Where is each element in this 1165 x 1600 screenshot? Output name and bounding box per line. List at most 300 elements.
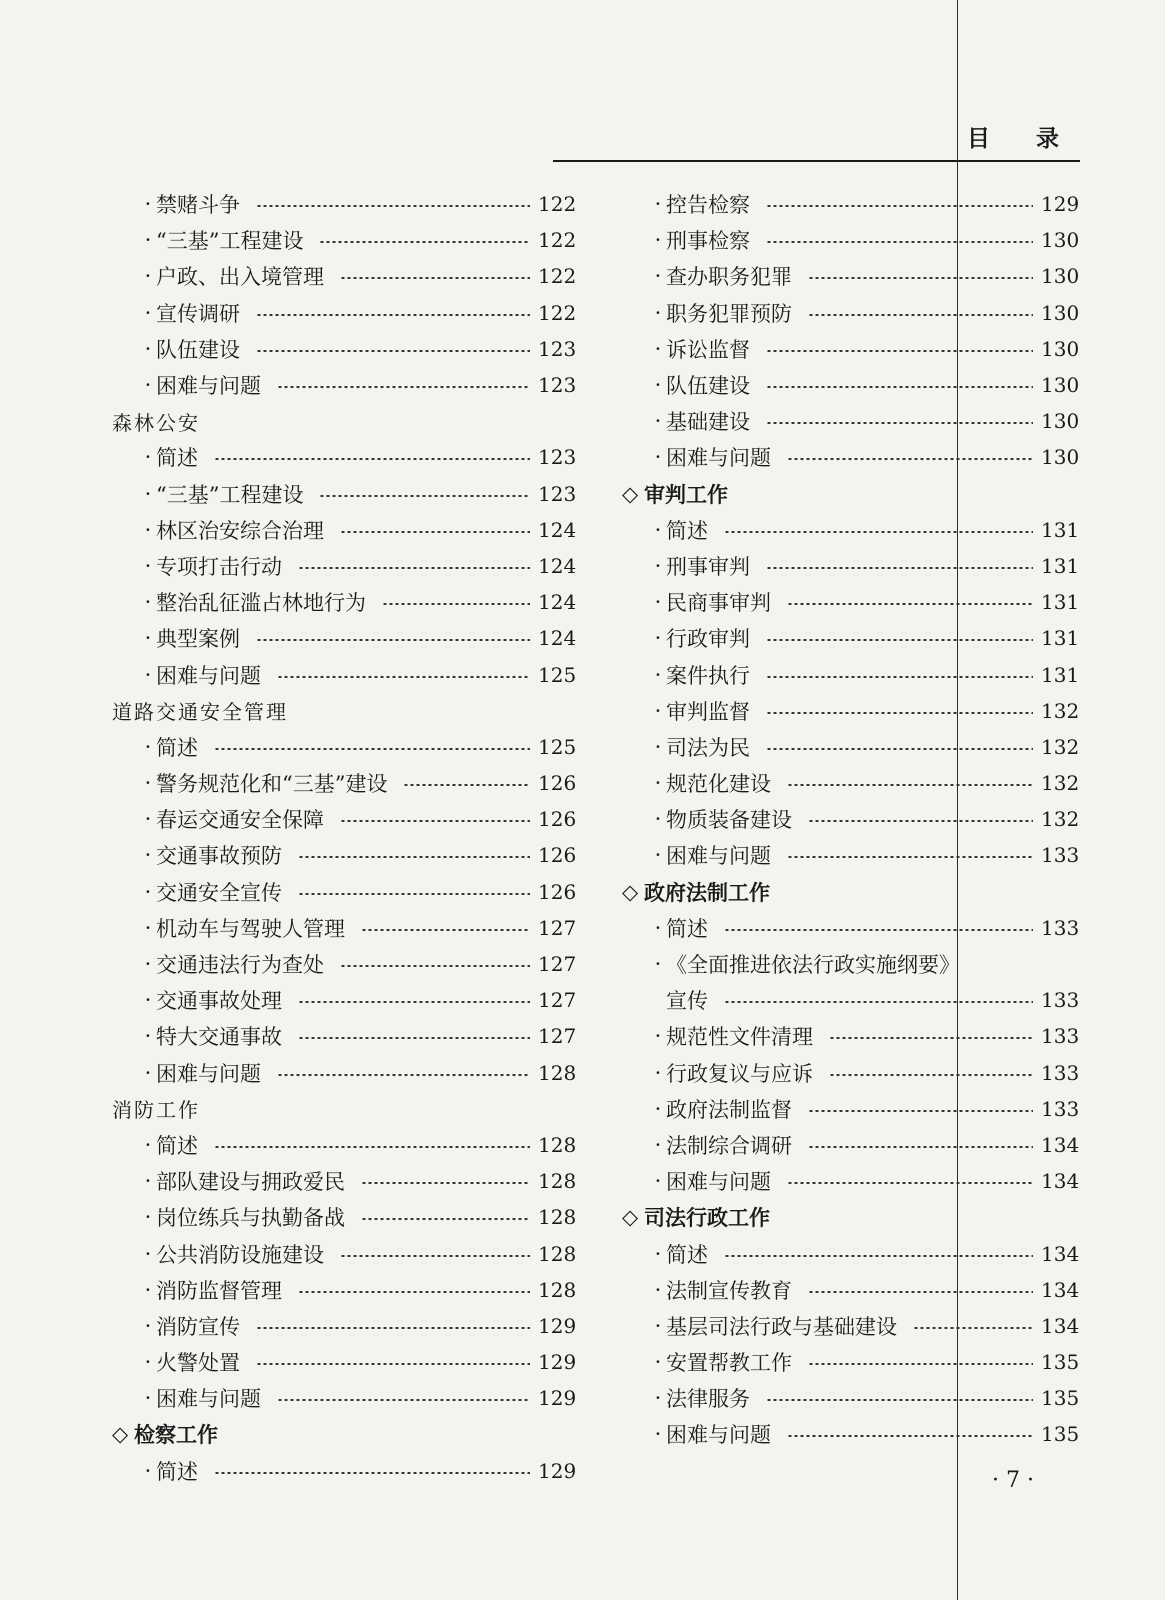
entry-label: 简述 bbox=[156, 1133, 198, 1158]
toc-entry bbox=[112, 331, 577, 367]
bullet-icon: · bbox=[654, 445, 662, 470]
major-heading-label: 审判工作 bbox=[644, 482, 728, 507]
bullet-icon: · bbox=[144, 952, 152, 977]
dot-leader bbox=[340, 277, 530, 279]
entry-label: 春运交通安全保障 bbox=[156, 808, 324, 833]
header-title-char-2: 录 bbox=[1036, 126, 1059, 152]
dot-leader bbox=[298, 856, 530, 858]
entry-label: 队伍建设 bbox=[666, 374, 750, 399]
toc-entry bbox=[622, 729, 1080, 765]
bullet-icon: · bbox=[654, 1132, 662, 1157]
entry-page-number: 133 bbox=[1041, 988, 1080, 1013]
toc-entry bbox=[622, 186, 1080, 222]
dot-leader bbox=[277, 1074, 530, 1076]
entry-label: 民商事审判 bbox=[666, 591, 771, 616]
entry-label: 困难与问题 bbox=[156, 1387, 261, 1412]
dot-leader bbox=[808, 314, 1033, 316]
bullet-icon: · bbox=[654, 264, 662, 289]
entry-label: 法律服务 bbox=[666, 1387, 750, 1412]
entry-page-number: 134 bbox=[1041, 1169, 1080, 1194]
bullet-icon: · bbox=[144, 1386, 152, 1411]
entry-label: 基础建设 bbox=[666, 410, 750, 435]
entry-page-number: 132 bbox=[1041, 807, 1080, 832]
bullet-icon: · bbox=[144, 1350, 152, 1375]
entry-label: 基层司法行政与基础建设 bbox=[666, 1314, 897, 1339]
entry-label: 刑事审判 bbox=[666, 554, 750, 579]
entry-label: 火警处置 bbox=[156, 1351, 240, 1376]
bullet-icon: · bbox=[654, 517, 662, 542]
toc-major-heading bbox=[622, 1199, 1077, 1235]
entry-page-number: 130 bbox=[1041, 373, 1080, 398]
entry-label: 《全面推进依法行政实施纲要》 bbox=[666, 953, 960, 978]
dot-leader bbox=[298, 567, 530, 569]
entry-page-number: 133 bbox=[1041, 915, 1080, 940]
dot-leader bbox=[787, 1435, 1033, 1437]
entry-label: 困难与问题 bbox=[666, 1423, 771, 1448]
entry-page-number: 134 bbox=[1041, 1313, 1080, 1338]
dot-leader bbox=[256, 639, 530, 641]
toc-entry bbox=[622, 765, 1080, 801]
entry-label: 队伍建设 bbox=[156, 337, 240, 362]
dot-leader bbox=[766, 350, 1033, 352]
entry-page-number: 134 bbox=[1041, 1277, 1080, 1302]
diamond-icon: ◇ bbox=[112, 1422, 129, 1447]
bullet-icon: · bbox=[144, 481, 152, 506]
entry-page-number: 130 bbox=[1041, 409, 1080, 434]
dot-leader bbox=[256, 350, 530, 352]
entry-page-number: 122 bbox=[538, 192, 577, 217]
entry-page-number: 126 bbox=[538, 807, 577, 832]
dot-leader bbox=[256, 1327, 530, 1329]
dot-leader bbox=[787, 856, 1033, 858]
toc-entry bbox=[112, 801, 577, 837]
bullet-icon: · bbox=[654, 807, 662, 832]
entry-label: 困难与问题 bbox=[156, 1061, 261, 1086]
entry-page-number: 131 bbox=[1041, 590, 1080, 615]
entry-label: 简述 bbox=[666, 518, 708, 543]
entry-page-number: 128 bbox=[538, 1205, 577, 1230]
entry-page-number: 129 bbox=[1041, 192, 1080, 217]
bullet-icon: · bbox=[654, 300, 662, 325]
dot-leader bbox=[256, 205, 530, 207]
dot-leader bbox=[340, 965, 530, 967]
bullet-icon: · bbox=[654, 553, 662, 578]
major-heading-label: 司法行政工作 bbox=[644, 1206, 770, 1231]
toc-column-right bbox=[622, 186, 1080, 1453]
toc-entry bbox=[622, 656, 1080, 692]
entry-page-number: 128 bbox=[538, 1241, 577, 1266]
bullet-icon: · bbox=[654, 373, 662, 398]
toc-entry bbox=[622, 331, 1080, 367]
entry-label: 诉讼监督 bbox=[666, 337, 750, 362]
toc-entry bbox=[622, 910, 1080, 946]
entry-page-number: 124 bbox=[538, 553, 577, 578]
dot-leader bbox=[724, 929, 1033, 931]
entry-label: 法制综合调研 bbox=[666, 1133, 792, 1158]
toc-major-heading bbox=[622, 874, 1077, 910]
toc-entry bbox=[622, 620, 1080, 656]
dot-leader bbox=[766, 639, 1033, 641]
toc-entry bbox=[112, 512, 577, 548]
entry-page-number: 124 bbox=[538, 626, 577, 651]
entry-label: 宣传 bbox=[666, 989, 708, 1014]
dot-leader bbox=[361, 1182, 530, 1184]
dot-leader bbox=[766, 748, 1033, 750]
toc-entry bbox=[112, 729, 577, 765]
entry-label: 困难与问题 bbox=[666, 1170, 771, 1195]
entry-page-number: 127 bbox=[538, 915, 577, 940]
toc-entry bbox=[112, 1127, 577, 1163]
toc-entry bbox=[622, 1235, 1080, 1271]
toc-entry bbox=[622, 367, 1080, 403]
toc-entry bbox=[622, 693, 1080, 729]
toc-entry bbox=[112, 1018, 577, 1054]
dot-leader bbox=[382, 603, 530, 605]
toc-entry bbox=[622, 403, 1080, 439]
entry-page-number: 123 bbox=[538, 481, 577, 506]
entry-label: 简述 bbox=[156, 735, 198, 760]
bullet-icon: · bbox=[654, 590, 662, 615]
toc-entry bbox=[112, 982, 577, 1018]
dot-leader bbox=[361, 929, 530, 931]
dot-leader bbox=[829, 1037, 1033, 1039]
dot-leader bbox=[403, 784, 530, 786]
bullet-icon: · bbox=[144, 662, 152, 687]
toc-entry bbox=[112, 1344, 577, 1380]
toc-section-heading bbox=[112, 1091, 574, 1127]
toc-entry bbox=[622, 439, 1080, 475]
entry-page-number: 127 bbox=[538, 1024, 577, 1049]
entry-page-number: 123 bbox=[538, 445, 577, 470]
entry-label: 公共消防设施建设 bbox=[156, 1242, 324, 1267]
entry-page-number: 126 bbox=[538, 771, 577, 796]
entry-label: 行政审判 bbox=[666, 627, 750, 652]
entry-label: 交通事故处理 bbox=[156, 989, 282, 1014]
toc-entry bbox=[112, 222, 577, 258]
entry-label: “三基”工程建设 bbox=[156, 482, 304, 507]
toc-entry bbox=[622, 946, 1077, 982]
dot-leader bbox=[277, 676, 530, 678]
dot-leader bbox=[829, 1074, 1033, 1076]
entry-page-number: 123 bbox=[538, 373, 577, 398]
dot-leader bbox=[766, 422, 1033, 424]
entry-page-number: 135 bbox=[1041, 1386, 1080, 1411]
bullet-icon: · bbox=[144, 300, 152, 325]
page-number: · 7 · bbox=[992, 1468, 1034, 1493]
dot-leader bbox=[766, 567, 1033, 569]
bullet-icon: · bbox=[654, 1277, 662, 1302]
entry-page-number: 130 bbox=[1041, 300, 1080, 325]
dot-leader bbox=[298, 1001, 530, 1003]
entry-page-number: 133 bbox=[1041, 1060, 1080, 1085]
entry-label: 审判监督 bbox=[666, 699, 750, 724]
bullet-icon: · bbox=[654, 1422, 662, 1447]
entry-page-number: 134 bbox=[1041, 1132, 1080, 1157]
dot-leader bbox=[766, 205, 1033, 207]
dot-leader bbox=[298, 1291, 530, 1293]
entry-page-number: 130 bbox=[1041, 445, 1080, 470]
entry-page-number: 132 bbox=[1041, 771, 1080, 796]
toc-entry bbox=[622, 1380, 1080, 1416]
bullet-icon: · bbox=[144, 336, 152, 361]
entry-page-number: 128 bbox=[538, 1132, 577, 1157]
dot-leader bbox=[340, 820, 530, 822]
toc-entry bbox=[622, 295, 1080, 331]
diamond-icon: ◇ bbox=[622, 879, 639, 904]
entry-page-number: 133 bbox=[1041, 1096, 1080, 1121]
bullet-icon: · bbox=[654, 952, 662, 977]
entry-page-number: 135 bbox=[1041, 1350, 1080, 1375]
entry-label: 交通事故预防 bbox=[156, 844, 282, 869]
entry-page-number: 124 bbox=[538, 517, 577, 542]
entry-label: 岗位练兵与执勤备战 bbox=[156, 1206, 345, 1231]
entry-page-number: 131 bbox=[1041, 553, 1080, 578]
toc-entry bbox=[622, 1127, 1080, 1163]
dot-leader bbox=[319, 495, 530, 497]
toc-entry bbox=[112, 1235, 577, 1271]
dot-leader bbox=[766, 712, 1033, 714]
bullet-icon: · bbox=[654, 626, 662, 651]
bullet-icon: · bbox=[144, 553, 152, 578]
bullet-icon: · bbox=[654, 409, 662, 434]
dot-leader bbox=[277, 386, 530, 388]
entry-label: 警务规范化和“三基”建设 bbox=[156, 772, 388, 797]
dot-leader bbox=[787, 458, 1033, 460]
toc-entry bbox=[622, 584, 1080, 620]
bullet-icon: · bbox=[144, 1313, 152, 1338]
toc-entry bbox=[112, 765, 577, 801]
toc-entry bbox=[112, 584, 577, 620]
entry-label: 司法为民 bbox=[666, 735, 750, 760]
toc-entry bbox=[622, 1091, 1080, 1127]
entry-page-number: 122 bbox=[538, 228, 577, 253]
entry-page-number: 133 bbox=[1041, 843, 1080, 868]
bullet-icon: · bbox=[144, 626, 152, 651]
bullet-icon: · bbox=[654, 662, 662, 687]
dot-leader bbox=[724, 531, 1033, 533]
toc-entry bbox=[112, 1453, 577, 1489]
dot-leader bbox=[214, 458, 530, 460]
dot-leader bbox=[787, 603, 1033, 605]
bullet-icon: · bbox=[144, 1060, 152, 1085]
bullet-icon: · bbox=[144, 1241, 152, 1266]
toc-entry bbox=[112, 1199, 577, 1235]
entry-page-number: 131 bbox=[1041, 626, 1080, 651]
dot-leader bbox=[766, 386, 1033, 388]
dot-leader bbox=[214, 1472, 530, 1474]
entry-label: 特大交通事故 bbox=[156, 1025, 282, 1050]
bullet-icon: · bbox=[144, 771, 152, 796]
bullet-icon: · bbox=[144, 590, 152, 615]
toc-entry bbox=[622, 512, 1080, 548]
dot-leader bbox=[787, 1182, 1033, 1184]
dot-leader bbox=[214, 748, 530, 750]
entry-page-number: 128 bbox=[538, 1277, 577, 1302]
entry-page-number: 129 bbox=[538, 1458, 577, 1483]
dot-leader bbox=[361, 1218, 530, 1220]
dot-leader bbox=[298, 1037, 530, 1039]
header-title-char-1: 目 bbox=[967, 126, 990, 152]
toc-entry bbox=[112, 186, 577, 222]
entry-page-number: 126 bbox=[538, 879, 577, 904]
major-heading-label: 检察工作 bbox=[134, 1423, 218, 1448]
toc-entry bbox=[622, 1163, 1080, 1199]
entry-page-number: 123 bbox=[538, 336, 577, 361]
toc-entry bbox=[622, 982, 1080, 1018]
toc-column-left bbox=[112, 186, 577, 1489]
bullet-icon: · bbox=[654, 1169, 662, 1194]
dot-leader bbox=[724, 1001, 1033, 1003]
entry-page-number: 122 bbox=[538, 300, 577, 325]
entry-page-number: 129 bbox=[538, 1386, 577, 1411]
entry-page-number: 129 bbox=[538, 1350, 577, 1375]
dot-leader bbox=[787, 784, 1033, 786]
entry-page-number: 132 bbox=[1041, 734, 1080, 759]
diamond-icon: ◇ bbox=[622, 1205, 639, 1230]
entry-page-number: 130 bbox=[1041, 228, 1080, 253]
dot-leader bbox=[808, 277, 1033, 279]
entry-label: 困难与问题 bbox=[666, 446, 771, 471]
bullet-icon: · bbox=[654, 698, 662, 723]
toc-entry bbox=[112, 1055, 577, 1091]
toc-entry bbox=[622, 1272, 1080, 1308]
entry-label: 困难与问题 bbox=[156, 663, 261, 688]
entry-label: 禁赌斗争 bbox=[156, 193, 240, 218]
toc-entry bbox=[622, 548, 1080, 584]
toc-major-heading bbox=[622, 476, 1077, 512]
dot-leader bbox=[766, 241, 1033, 243]
entry-label: 法制宣传教育 bbox=[666, 1278, 792, 1303]
bullet-icon: · bbox=[144, 445, 152, 470]
toc-entry bbox=[112, 1308, 577, 1344]
entry-label: 控告检察 bbox=[666, 193, 750, 218]
dot-leader bbox=[214, 1146, 530, 1148]
dot-leader bbox=[277, 1399, 530, 1401]
toc-entry bbox=[112, 656, 577, 692]
bullet-icon: · bbox=[144, 517, 152, 542]
bullet-icon: · bbox=[654, 734, 662, 759]
bullet-icon: · bbox=[144, 228, 152, 253]
toc-section-heading bbox=[112, 403, 574, 439]
bullet-icon: · bbox=[144, 1458, 152, 1483]
bullet-icon: · bbox=[654, 771, 662, 796]
entry-label: 简述 bbox=[666, 1242, 708, 1267]
entry-label: 安置帮教工作 bbox=[666, 1351, 792, 1376]
dot-leader bbox=[808, 1363, 1033, 1365]
entry-label: 规范性文件清理 bbox=[666, 1025, 813, 1050]
bullet-icon: · bbox=[654, 843, 662, 868]
toc-section-heading bbox=[112, 693, 574, 729]
bullet-icon: · bbox=[144, 734, 152, 759]
entry-label: 困难与问题 bbox=[666, 844, 771, 869]
entry-label: 消防监督管理 bbox=[156, 1278, 282, 1303]
toc-entry bbox=[622, 222, 1080, 258]
entry-label: 部队建设与拥政爱民 bbox=[156, 1170, 345, 1195]
bullet-icon: · bbox=[144, 1277, 152, 1302]
entry-label: 专项打击行动 bbox=[156, 554, 282, 579]
section-label: 森林公安 bbox=[112, 410, 200, 435]
entry-page-number: 135 bbox=[1041, 1422, 1080, 1447]
entry-page-number: 131 bbox=[1041, 662, 1080, 687]
bullet-icon: · bbox=[654, 192, 662, 217]
section-label: 道路交通安全管理 bbox=[112, 700, 288, 725]
bullet-icon: · bbox=[144, 373, 152, 398]
entry-label: 整治乱征滥占林地行为 bbox=[156, 591, 366, 616]
bullet-icon: · bbox=[654, 1096, 662, 1121]
entry-page-number: 130 bbox=[1041, 264, 1080, 289]
dot-leader bbox=[766, 1399, 1033, 1401]
entry-page-number: 130 bbox=[1041, 336, 1080, 361]
bullet-icon: · bbox=[144, 807, 152, 832]
entry-label: “三基”工程建设 bbox=[156, 229, 304, 254]
entry-label: 简述 bbox=[156, 446, 198, 471]
entry-label: 案件执行 bbox=[666, 663, 750, 688]
toc-entry bbox=[112, 1163, 577, 1199]
entry-label: 查办职务犯罪 bbox=[666, 265, 792, 290]
dot-leader bbox=[808, 1146, 1033, 1148]
entry-page-number: 124 bbox=[538, 590, 577, 615]
bullet-icon: · bbox=[144, 879, 152, 904]
toc-entry bbox=[622, 801, 1080, 837]
bullet-icon: · bbox=[654, 1241, 662, 1266]
bullet-icon: · bbox=[654, 1060, 662, 1085]
entry-label: 物质装备建设 bbox=[666, 808, 792, 833]
entry-label: 宣传调研 bbox=[156, 301, 240, 326]
toc-entry bbox=[112, 367, 577, 403]
bullet-icon: · bbox=[144, 1024, 152, 1049]
entry-label: 政府法制监督 bbox=[666, 1097, 792, 1122]
dot-leader bbox=[340, 531, 530, 533]
dot-leader bbox=[808, 820, 1033, 822]
toc-entry bbox=[112, 548, 577, 584]
entry-page-number: 132 bbox=[1041, 698, 1080, 723]
entry-page-number: 131 bbox=[1041, 517, 1080, 542]
page-header bbox=[553, 118, 1080, 162]
entry-label: 行政复议与应诉 bbox=[666, 1061, 813, 1086]
section-label: 消防工作 bbox=[112, 1098, 200, 1123]
diamond-icon: ◇ bbox=[622, 481, 639, 506]
dot-leader bbox=[724, 1255, 1033, 1257]
bullet-icon: · bbox=[654, 1313, 662, 1338]
dot-leader bbox=[808, 1110, 1033, 1112]
dot-leader bbox=[256, 314, 530, 316]
bullet-icon: · bbox=[654, 1024, 662, 1049]
toc-entry bbox=[622, 1416, 1080, 1452]
bullet-icon: · bbox=[144, 1132, 152, 1157]
entry-page-number: 134 bbox=[1041, 1241, 1080, 1266]
entry-page-number: 122 bbox=[538, 264, 577, 289]
bullet-icon: · bbox=[144, 1169, 152, 1194]
toc-entry bbox=[112, 295, 577, 331]
entry-page-number: 133 bbox=[1041, 1024, 1080, 1049]
entry-label: 刑事检察 bbox=[666, 229, 750, 254]
bullet-icon: · bbox=[144, 264, 152, 289]
bullet-icon: · bbox=[654, 1350, 662, 1375]
bullet-icon: · bbox=[654, 336, 662, 361]
toc-entry bbox=[112, 620, 577, 656]
toc-entry bbox=[622, 837, 1080, 873]
entry-label: 机动车与驾驶人管理 bbox=[156, 916, 345, 941]
bullet-icon: · bbox=[144, 192, 152, 217]
toc-major-heading bbox=[112, 1416, 574, 1452]
toc-entry bbox=[622, 1344, 1080, 1380]
toc-entry bbox=[112, 476, 577, 512]
entry-page-number: 125 bbox=[538, 662, 577, 687]
toc-entry bbox=[112, 946, 577, 982]
entry-page-number: 128 bbox=[538, 1060, 577, 1085]
toc-entry bbox=[112, 258, 577, 294]
toc-entry bbox=[112, 1380, 577, 1416]
